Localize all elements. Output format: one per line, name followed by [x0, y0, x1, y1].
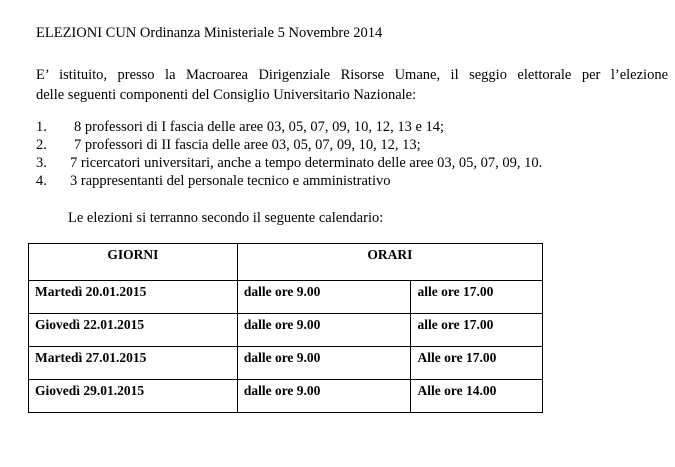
list-item-text: 3 rappresentanti del personale tecnico e amministrativo: [70, 173, 391, 189]
list-item-number: 4.: [36, 173, 47, 189]
cell-day: Giovedì 29.01.2015: [29, 380, 238, 413]
cell-day: Giovedì 22.01.2015: [29, 314, 238, 347]
list-item-text: 7 ricercatori universitari, anche a tempo determinato delle aree 03, 05, 07, 09, 10.: [70, 155, 543, 171]
calendar-intro: Le elezioni si terranno secondo il seguente calendario:: [68, 210, 384, 226]
list-item-number: 3.: [36, 155, 47, 171]
list-item-text: 7 professori di II fascia delle aree 03, 05, 07, 09, 10, 12, 13;: [74, 137, 421, 153]
intro-line-1: E’ istituito, presso la Macroarea Dirigenziale Risorse Umane, il seggio elettorale per l’elezione: [36, 67, 668, 83]
intro-paragraph: [36, 65, 668, 105]
intro-line-2: delle seguenti componenti del Consiglio Universitario Nazionale:: [36, 87, 417, 103]
cell-to: Alle ore 14.00: [411, 380, 543, 413]
table-header-row: [29, 244, 543, 281]
list-item: [36, 136, 542, 154]
list-item: [36, 172, 542, 190]
cell-day: Martedì 20.01.2015: [29, 281, 238, 314]
table-row: [29, 347, 543, 380]
cell-from: dalle ore 9.00: [237, 314, 411, 347]
list-item-number: 1.: [36, 119, 47, 135]
list-item: [36, 118, 542, 136]
list-item-text: 8 professori di I fascia delle aree 03, 05, 07, 09, 10, 12, 13 e 14;: [74, 119, 445, 135]
table-row: [29, 314, 543, 347]
document-title: ELEZIONI CUN Ordinanza Ministeriale 5 Novembre 2014: [36, 25, 383, 41]
header-hours: ORARI: [237, 244, 542, 281]
table-row: [29, 281, 543, 314]
cell-from: dalle ore 9.00: [237, 281, 411, 314]
header-days: GIORNI: [29, 244, 238, 281]
table-row: [29, 380, 543, 413]
list-item-number: 2.: [36, 137, 47, 153]
cell-to: alle ore 17.00: [411, 281, 543, 314]
cell-to: Alle ore 17.00: [411, 347, 543, 380]
schedule-table: [28, 243, 543, 413]
cell-from: dalle ore 9.00: [237, 380, 411, 413]
components-list: [36, 118, 542, 190]
cell-day: Martedì 27.01.2015: [29, 347, 238, 380]
cell-from: dalle ore 9.00: [237, 347, 411, 380]
list-item: [36, 154, 542, 172]
cell-to: alle ore 17.00: [411, 314, 543, 347]
